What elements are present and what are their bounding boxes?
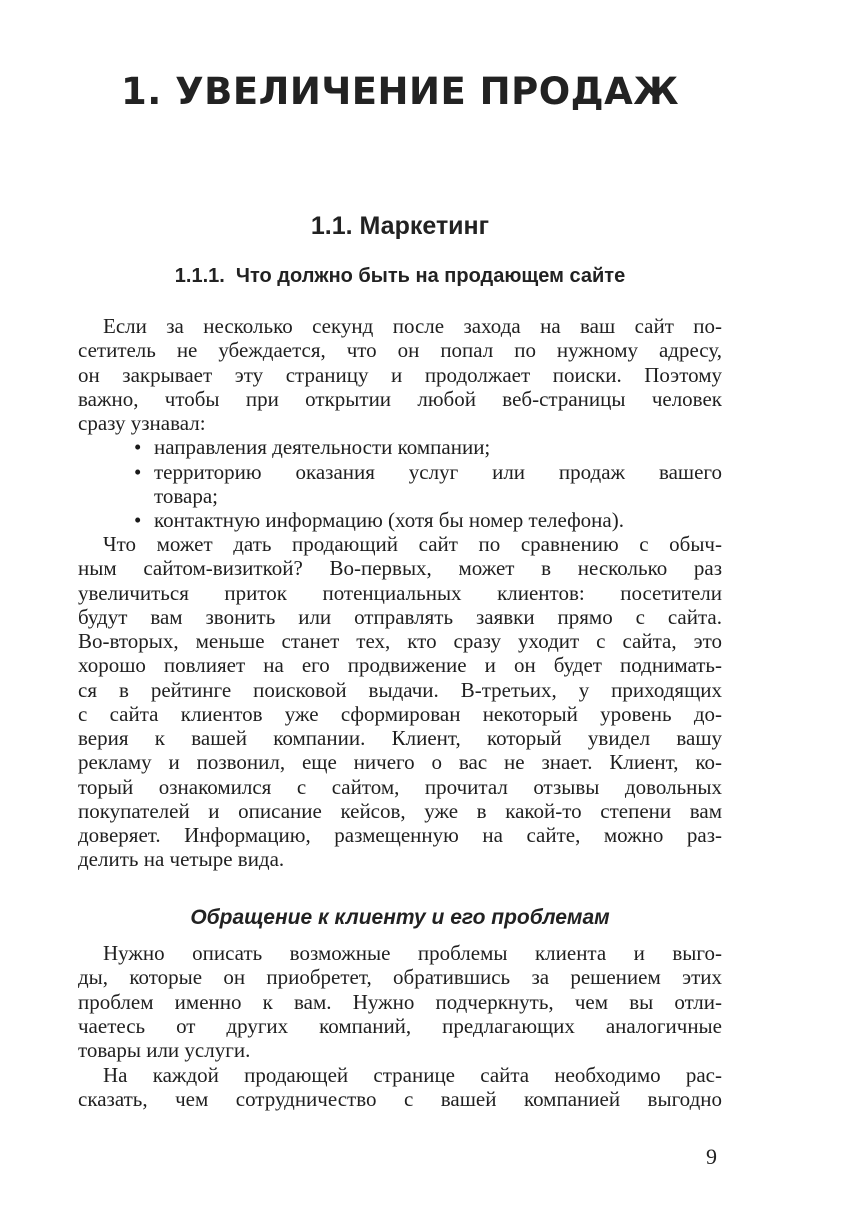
text-line: хорошо повлияет на его продвижение и он будет поднимать- [78,653,722,678]
text-line: будут вам звонить или отправлять заявки прямо с сайта. [78,604,722,629]
text-line: сразу узнавал: [78,411,206,435]
text-line: проблем именно к вам. Нужно подчеркнуть, чем вы отли- [78,989,722,1014]
subheading: Обращение к клиенту и его проблемам [190,906,610,929]
text-line: территорию оказания услуг или продаж вашего [154,459,722,484]
section-title: 1.1. Маркетинг [310,212,490,240]
text-line: сетитель не убеждается, что он попал по нужному адресу, [78,338,722,363]
text-line: с сайта клиентов уже сформирован некоторый уровень до- [78,701,722,726]
text-line: увеличиться приток потенциальных клиентов: посетители [78,580,722,605]
text-line: Что может дать продающий сайт по сравнению с обыч- [103,532,722,556]
text-line: рекламу и позвонил, еще ничего о вас не знает. Клиент, ко- [78,750,722,775]
text-line: торый ознакомился с сайтом, прочитал отзывы довольных [78,774,722,799]
text-line: делить на четыре вида. [78,847,285,872]
text-line: Нужно описать возможные проблемы клиента и выго- [103,941,722,965]
page-number: 9 [706,1144,717,1169]
text-line: важно, чтобы при открытии любой веб-страницы человек [78,386,722,411]
text-line: контактную информацию (хотя бы номер телефона). [154,508,624,532]
text-line: товара; [154,483,219,508]
text-line: Если за несколько секунд после захода на ваш сайт по- [103,314,722,338]
bullet-icon: • [134,459,142,484]
text-line: товары или услуги. [78,1038,251,1062]
text-line: Во-вторых, меньше станет тех, кто сразу уходит с сайта, это [78,629,722,653]
text-line: доверяет. Информацию, размещенную на сайте, можно раз- [78,823,722,847]
text-line: ным сайтом-визиткой? Во-первых, может в несколько раз [78,556,722,581]
text-line: направления деятельности компании; [154,435,491,460]
chapter-title: 1. УВЕЛИЧЕНИЕ ПРОДАЖ [120,70,680,113]
bullet-icon: • [134,435,142,460]
bullet-icon: • [134,508,142,532]
text-line: ды, которые он приобретет, обратившись за решением этих [78,965,722,990]
subsection-title: 1.1.1. Что должно быть на продающем сайте [174,265,626,287]
text-line: верия к вашей компании. Клиент, который увидел вашу [78,726,722,750]
text-line: сказать, чем сотрудничество с вашей компанией выгодно [78,1087,722,1112]
text-line: он закрывает эту страницу и продолжает поиски. Поэтому [78,362,722,387]
text-line: покупателей и описание кейсов, уже в какой-то степени вам [78,798,722,823]
text-line: На каждой продающей странице сайта необходимо рас- [103,1063,722,1087]
text-line: чаетесь от других компаний, предлагающих аналогичные [78,1013,722,1038]
text-line: ся в рейтинге поисковой выдачи. В-третьих, у приходящих [78,677,722,702]
